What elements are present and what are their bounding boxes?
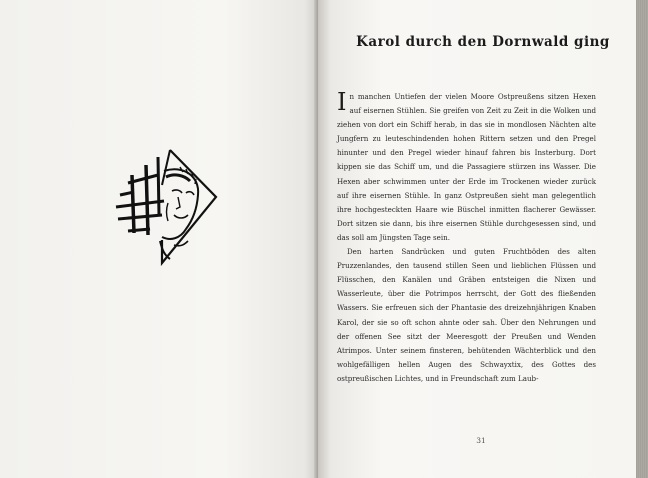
chapter-title: Karol durch den Dornwald ging [356,34,610,50]
paragraph [337,245,596,386]
paragraph-text: n manchen Untiefen der vielen Moore Ostpreußens sitzen Hexen auf eisernen Stühlen. Sie greifen von Zeit zu Zeit in die Wolken und ziehen von dort ein Schiff herab, in das sie in mondlosen Nächten alte Jungfern zu leuteschindenden hohen Rittern setzen und den Pregel hinunter und den Pregel wieder hinauf fahren bis Insterburg. Dort kippen sie das Schiff um, und die Passagiere stürzen ins Wasser. Die Hexen aber schwimmen unter der Erde im Trockenen wieder zurück auf ihre eisernen Stühle. In ganz Ostpreußen sieht man gelegentlich ihre hochgesteckten Haare wie Büschel inmitten flacherer Gewässer. Dort sitzen sie dann, bis ihre eisernen Stühle durchgesessen sind, und das soll am Jüngsten Tage sein. [337,92,596,242]
ink-sketch-illustration [100,145,218,275]
page-number: 31 [476,436,486,445]
chapter-body [337,90,596,386]
paragraph [337,90,596,245]
drop-cap: I [337,88,347,116]
left-page [0,0,318,478]
paragraph-text: Den harten Sandrücken und guten Fruchtböden des alten Pruzzenlandes, den tausend stillen Seen und lieblichen Flüssen und Flüsschen, den Kanälen und Gräben entsteigen die Nixen und Wasserleute, über die Potrimpos herrscht, der Gott des fließenden Wassers. Sie erfreuen sich der Phantasie des dreizehnjährigen Knaben Karol, der sie so oft schon ahnte oder sah. Über den Nehrungen und der offenen See sitzt der Meeresgott der Preußen und Wenden Atrimpos. Unter seinem finsteren, behütenden Wächterblick und den wohlgefälligen hellen Augen des Schwayxtix, des Gottes des ostpreußischen Lichtes, und in Freundschaft zum Laub- [337,247,596,383]
page-edges [636,0,648,478]
